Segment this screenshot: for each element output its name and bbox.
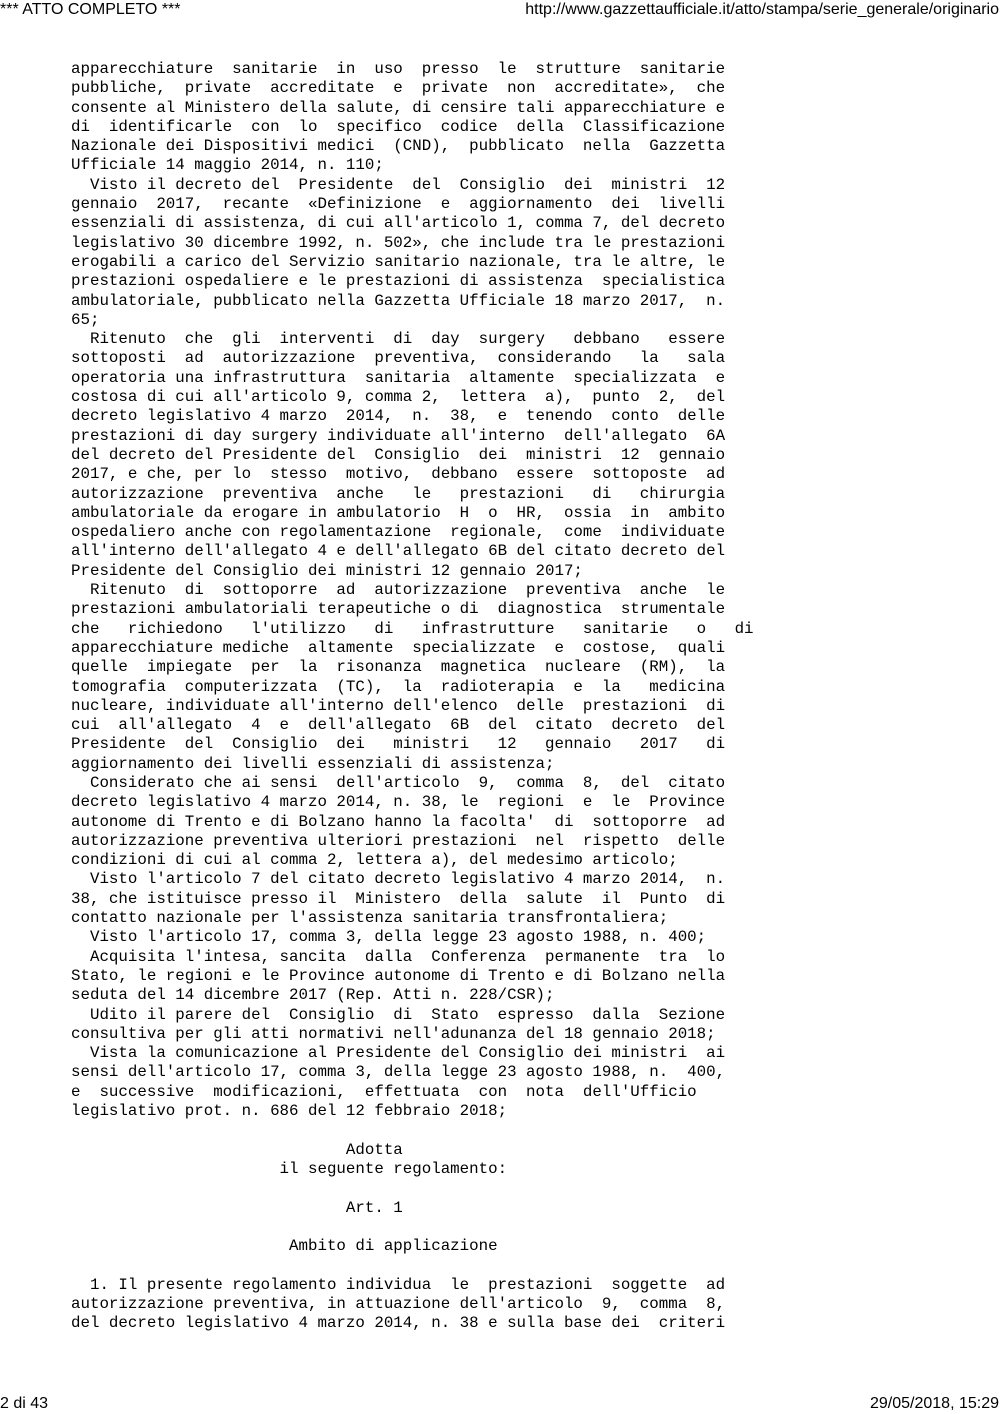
text-line: essenziali di assistenza, di cui all'articolo 1, comma 7, del decreto [71, 214, 726, 233]
text-line: decreto legislativo 4 marzo 2014, n. 38, le regioni e le Province [71, 793, 726, 812]
text-line: ospedaliero anche con regolamentazione regionale, come individuate [71, 523, 726, 542]
text-line: aggiornamento dei livelli essenziali di assistenza; [71, 754, 555, 773]
text-line: tomografia computerizzata (TC), la radioterapia e la medicina [71, 677, 726, 696]
text-line: consultiva per gli atti normativi nell'adunanza del 18 gennaio 2018; [71, 1024, 716, 1043]
text-line: prestazioni di day surgery individuate all'interno dell'allegato 6A [71, 426, 726, 445]
text-line: di identificarle con lo specifico codice della Classificazione [71, 117, 726, 136]
text-line: quelle impiegate per la risonanza magnetica nucleare (RM), la [71, 658, 726, 677]
document-body [71, 60, 761, 1334]
text-line: gennaio 2017, recante «Definizione e aggiornamento dei livelli [71, 195, 726, 214]
text-line: seduta del 14 dicembre 2017 (Rep. Atti n. 228/CSR); [71, 986, 555, 1005]
text-line: apparecchiature mediche altamente specializzate e costose, quali [71, 638, 726, 657]
document-label: *** ATTO COMPLETO *** [0, 1, 181, 18]
text-line: Presidente del Consiglio dei ministri 12 gennaio 2017 di [71, 735, 726, 754]
text-line: autorizzazione preventiva anche le prestazioni di chirurgia [71, 484, 726, 503]
text-line: pubbliche, private accreditate e private non accreditate», che [71, 79, 726, 98]
text-line: Art. 1 [71, 1198, 403, 1217]
text-line: autonome di Trento e di Bolzano hanno la facolta' di sottoporre ad [71, 812, 726, 831]
text-line: decreto legislativo 4 marzo 2014, n. 38, e tenendo conto delle [71, 407, 726, 426]
text-line: legislativo 30 dicembre 1992, n. 502», che include tra le prestazioni [71, 233, 726, 252]
text-line: Vista la comunicazione al Presidente del Consiglio dei ministri ai [71, 1044, 726, 1063]
text-line: nucleare, individuate all'interno dell'elenco delle prestazioni di [71, 696, 726, 715]
text-line [71, 1121, 761, 1140]
text-line: 2017, e che, per lo stesso motivo, debbano essere sottoposte ad [71, 465, 726, 484]
text-line: costosa di cui all'articolo 9, comma 2, lettera a), punto 2, del [71, 388, 726, 407]
text-line: Ufficiale 14 maggio 2014, n. 110; [71, 156, 384, 175]
text-line: Stato, le regioni e le Province autonome di Trento e di Bolzano nella [71, 966, 726, 985]
text-line: ambulatoriale da erogare in ambulatorio H o HR, ossia in ambito [71, 503, 726, 522]
text-line: condizioni di cui al comma 2, lettera a), del medesimo articolo; [71, 851, 678, 870]
text-line: Visto l'articolo 7 del citato decreto legislativo 4 marzo 2014, n. [71, 870, 726, 889]
text-line: prestazioni ambulatoriali terapeutiche o di diagnostica strumentale [71, 600, 726, 619]
text-line: Adotta [71, 1140, 403, 1159]
text-line: Acquisita l'intesa, sancita dalla Conferenza permanente tra lo [71, 947, 726, 966]
text-line: Visto il decreto del Presidente del Consiglio dei ministri 12 [71, 175, 726, 194]
text-line: il seguente regolamento: [71, 1159, 508, 1178]
text-line: consente al Ministero della salute, di censire tali apparecchiature e [71, 98, 726, 117]
text-line [71, 1179, 761, 1198]
text-line: e successive modificazioni, effettuata con nota dell'Ufficio [71, 1082, 697, 1101]
text-line: Ritenuto che gli interventi di day surgery debbano essere [71, 330, 726, 349]
text-line: Considerato che ai sensi dell'articolo 9, comma 8, del citato [71, 773, 726, 792]
text-line: contatto nazionale per l'assistenza sanitaria transfrontaliera; [71, 909, 669, 928]
page-number: 2 di 43 [0, 1395, 49, 1412]
text-line: Udito il parere del Consiglio di Stato espresso dalla Sezione [71, 1005, 726, 1024]
text-line: prestazioni ospedaliere e le prestazioni di assistenza specialistica [71, 272, 726, 291]
text-line: del decreto legislativo 4 marzo 2014, n. 38 e sulla base dei criteri [71, 1314, 726, 1333]
text-line: 1. Il presente regolamento individua le prestazioni soggette ad [71, 1275, 726, 1294]
text-line: erogabili a carico del Servizio sanitario nazionale, tra le altre, le [71, 252, 726, 271]
text-line: Visto l'articolo 17, comma 3, della legge 23 agosto 1988, n. 400; [71, 928, 707, 947]
text-line: del decreto del Presidente del Consiglio dei ministri 12 gennaio [71, 445, 726, 464]
text-line: sensi dell'articolo 17, comma 3, della legge 23 agosto 1988, n. 400, [71, 1063, 726, 1082]
text-line: all'interno dell'allegato 4 e dell'allegato 6B del citato decreto del [71, 542, 726, 561]
page-header [0, 0, 1000, 20]
text-line: 65; [71, 310, 100, 329]
text-line: Nazionale dei Dispositivi medici (CND), pubblicato nella Gazzetta [71, 137, 726, 156]
text-line: autorizzazione preventiva ulteriori prestazioni nel rispetto delle [71, 831, 726, 850]
text-line: Ritenuto di sottoporre ad autorizzazione preventiva anche le [71, 581, 726, 600]
text-line: 38, che istituisce presso il Ministero della salute il Punto di [71, 889, 726, 908]
text-line [71, 1256, 761, 1275]
page-footer [0, 1394, 1000, 1414]
text-line: cui all'allegato 4 e dell'allegato 6B del citato decreto del [71, 716, 726, 735]
source-url[interactable]: http://www.gazzettaufficiale.it/atto/stampa/serie_generale/originario [525, 1, 999, 18]
text-line: ambulatoriale, pubblicato nella Gazzetta Ufficiale 18 marzo 2017, n. [71, 291, 726, 310]
text-line: che richiedono l'utilizzo di infrastrutture sanitarie o di [71, 619, 754, 638]
text-line: Ambito di applicazione [71, 1237, 498, 1256]
text-line: legislativo prot. n. 686 del 12 febbraio 2018; [71, 1102, 508, 1121]
text-line: sottoposti ad autorizzazione preventiva, considerando la sala [71, 349, 726, 368]
text-line: Presidente del Consiglio dei ministri 12 gennaio 2017; [71, 561, 583, 580]
text-line: autorizzazione preventiva, in attuazione dell'articolo 9, comma 8, [71, 1295, 726, 1313]
text-line: operatoria una infrastruttura sanitaria altamente specializzata e [71, 368, 726, 387]
text-line: apparecchiature sanitarie in uso presso le strutture sanitarie [71, 60, 726, 78]
print-datetime: 29/05/2018, 15:29 [869, 1395, 999, 1412]
text-line [71, 1218, 761, 1237]
